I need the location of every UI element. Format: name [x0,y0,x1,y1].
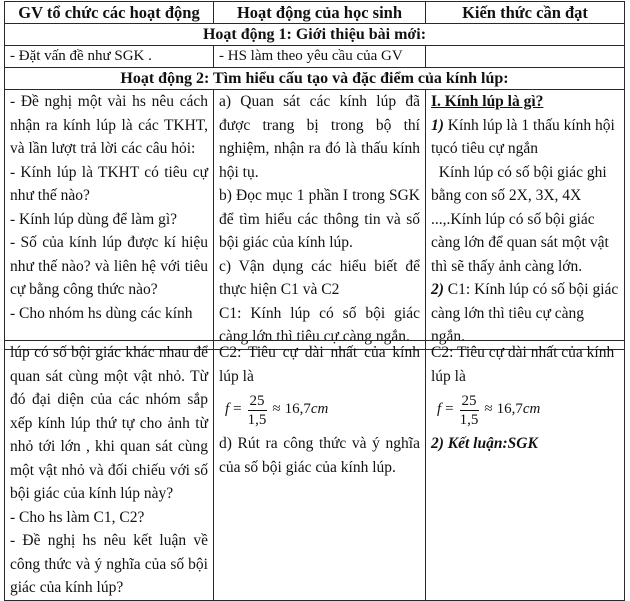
activity1-teacher: - Đặt vấn đề như SGK . [5,46,214,68]
item-1-text: Kính lúp là 1 thấu kính hội tụcó tiêu cự ngắn [431,116,615,157]
formula-equals: = [445,401,454,418]
formula-equals: = [233,401,242,418]
header-student: Hoạt động của học sinh [214,2,426,24]
knowledge-item-2 [431,278,619,349]
teacher-text: lúp có số bội giác khác nhau để quan sát cùng một vật nhỏ. Từ đó đại diện của các nhóm sắp xếp kính lúp thứ tự cho ảnh từ nhỏ tới lớn , khi quan sát cùng một vật nhỏ và đối chiếu với số bội giác của kính lúp này? [10,344,208,502]
teacher-text: - Đề nghị hs nêu kết luận về công thức và ý nghĩa của số bội giác của kính lúp? [10,532,208,596]
activity1-knowledge [426,46,625,68]
focal-length-formula-knowledge [431,388,619,432]
student-text: C1: Kính lúp có số bội giác càng lớn thì tiêu cự càng ngắn. [219,304,420,345]
item-2-text: C1: Kính lúp có số bội giác càng lớn thì tiêu cự càng ngắn. [431,281,619,345]
activity2-title: Hoạt động 2: Tìm hiểu cấu tạo và đặc điểm của kính lúp: [5,68,625,90]
formula-fraction [458,392,481,429]
header-knowledge: Kiến thức cần đạt [426,2,625,24]
activity2-knowledge-cell-cont [426,341,625,601]
teacher-text: - Đề nghị một vài hs nêu cách nhận ra kính lúp là các TKHT, và lần lượt trả lời các câu hỏi: [10,93,208,157]
teacher-text: - Cho nhóm hs dùng các kính [10,304,193,322]
formula-approx: ≈ [272,401,281,418]
formula-numerator: 25 [249,392,265,409]
activity2-part1-row [5,90,625,350]
activity1-student: - HS làm theo yêu cầu của GV [214,46,426,68]
item-1-label: 1) [431,116,444,134]
lesson-plan-table-top [4,1,625,350]
knowledge-item-1-cont: Kính lúp có số bội giác ghi bằng con số 2X, 3X, 4X ...,.Kính lúp có số bội giác càng lớn để quan sát một vật thì sẽ thấy ảnh càng lớn. [431,163,613,275]
knowledge-heading: I. Kính lúp là gì? [431,93,544,110]
formula-value: 16,7 [284,401,311,418]
activity2-teacher-cell [5,90,214,350]
activity2-part2-row [5,341,625,601]
lesson-plan-table-bottom [4,340,625,601]
student-text: a) Quan sát các kính lúp đã được trang bị trong bộ thí nghiệm, nhận ra đó là thấu kính hội tụ. [219,93,420,181]
activity2-title-row [5,68,625,90]
activity2-teacher-cell-cont [5,341,214,601]
student-d-text: d) Rút ra công thức và ý nghĩa của số bội giác của kính lúp. [219,435,420,476]
formula-value: 16,7 [496,401,523,418]
activity2-student-cell-cont [214,341,426,601]
header-teacher: GV tổ chức các hoạt động [5,2,214,24]
formula-denominator: 1,5 [459,411,479,428]
teacher-text: - Số của kính lúp được kí hiệu như thế nào? và liên hệ với tiêu cự bằng công thức nào? [10,234,208,298]
student-text: c) Vận dụng các hiểu biết để thực hiện C1 và C2 [219,257,420,298]
activity1-title: Hoạt động 1: Giới thiệu bài mới: [5,24,625,46]
activity2-knowledge-cell [426,90,625,350]
formula-fraction [246,392,269,429]
header-row [5,2,625,24]
teacher-text: - Cho hs làm C1, C2? [10,508,145,526]
focal-length-formula [219,388,420,432]
teacher-text: - Kính lúp là TKHT có tiêu cự như thế nào? [10,163,208,204]
student-c2-text: C2: Tiêu cự dài nhất của kính lúp là [219,344,420,385]
formula-numerator: 25 [461,392,477,409]
formula-denominator: 1,5 [247,411,267,428]
activity2-student-cell [214,90,426,350]
student-text: b) Đọc mục 1 phần I trong SGK để tìm hiểu các thông tin và số bội giác của kính lúp. [219,187,420,251]
teacher-text: - Kính lúp dùng để làm gì? [10,210,178,228]
formula-variable: f [225,401,230,418]
knowledge-conclusion: 2) Kết luận:SGK [431,435,538,452]
activity1-title-row [5,24,625,46]
item-2-label: 2) [431,281,444,298]
formula-unit: cm [310,401,329,418]
knowledge-item-1 [431,114,619,161]
formula-variable: f [437,401,442,418]
formula-approx: ≈ [484,401,493,418]
activity1-row [5,46,625,68]
formula-unit: cm [522,401,541,418]
knowledge-c2-text: C2: Tiêu cự dài nhất của kính lúp là [431,344,615,385]
